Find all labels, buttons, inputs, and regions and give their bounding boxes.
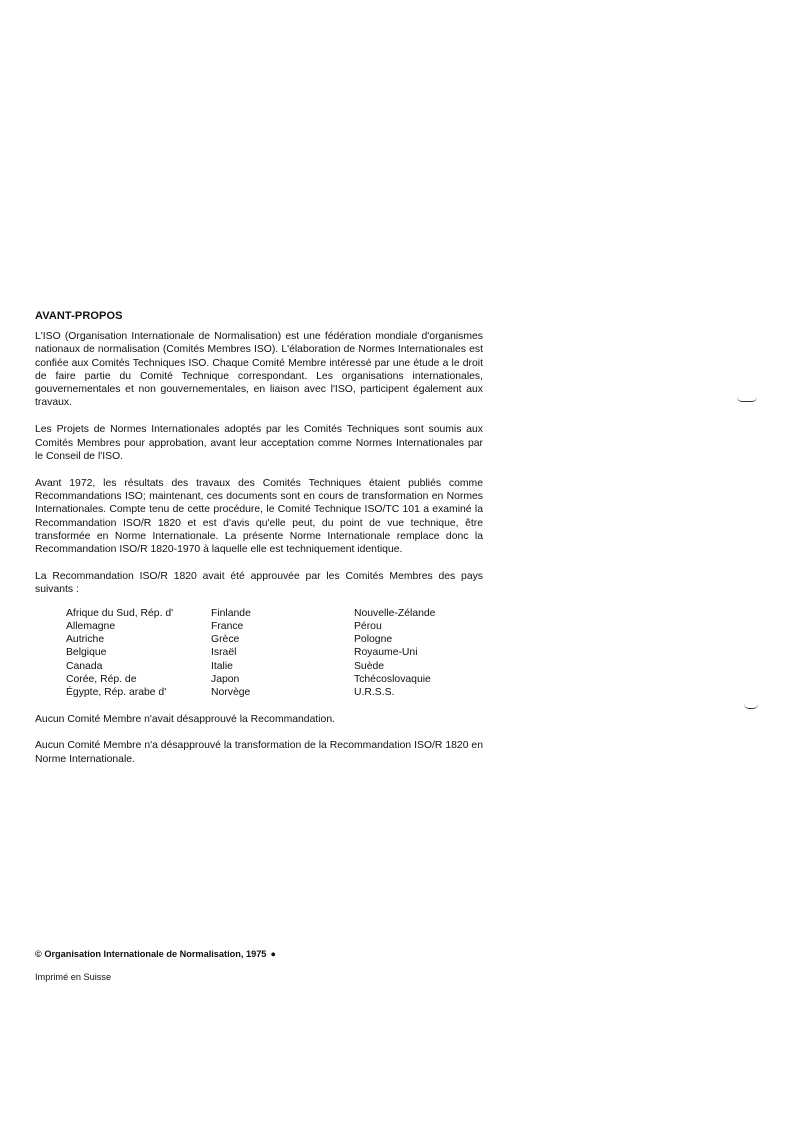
countries-column-3 bbox=[354, 607, 494, 700]
country-item: Israël bbox=[211, 647, 237, 659]
foreword-heading: AVANT-PROPOS bbox=[35, 310, 123, 322]
copyright-notice bbox=[35, 948, 435, 960]
country-item: Nouvelle-Zélande bbox=[354, 607, 436, 619]
scan-mark-icon bbox=[744, 704, 758, 709]
country-item: U.R.S.S. bbox=[354, 687, 395, 699]
country-item: Égypte, Rép. arabe d' bbox=[66, 687, 167, 699]
country-item: Norvège bbox=[211, 687, 251, 699]
drafts-paragraph: Les Projets de Normes Internationales adoptés par les Comités Techniques sont soumis aux Comités Membres pour approbation, avant leur acceptation comme Normes Internationales par le Conseil de l'ISO. bbox=[35, 424, 483, 462]
scan-mark-icon bbox=[737, 397, 757, 402]
intro-paragraph: L'ISO (Organisation Internationale de Normalisation) est une fédération mondiale d'organismes nationaux de normalisation (Comités Membres ISO). L'élaboration de Normes Internationales est confiée aux Comités Techniques ISO. Chaque Comité Membre intéressé par une étude a le droit de faire partie du Comité Technique correspondant. Les organisations internationales, gouvernementales et non gouvernementales, en liaison avec l'ISO, participent également aux travaux. bbox=[35, 331, 483, 409]
countries-list bbox=[66, 607, 483, 700]
approval-paragraph: La Recommandation ISO/R 1820 avait été approuvée par les Comités Membres des pays suivants : bbox=[35, 570, 483, 596]
printed-in-note: Imprimé en Suisse bbox=[35, 972, 112, 982]
country-item: Allemagne bbox=[66, 620, 116, 632]
country-item: Italie bbox=[211, 660, 233, 672]
country-item: France bbox=[211, 620, 244, 632]
country-item: Autriche bbox=[66, 634, 105, 646]
country-item: Canada bbox=[66, 660, 103, 672]
country-item: Belgique bbox=[66, 647, 107, 659]
no-disapproval-paragraph: Aucun Comité Membre n'avait désapprouvé la Recommandation. bbox=[35, 713, 336, 725]
country-item: Corée, Rép. de bbox=[66, 674, 137, 686]
country-item: Pérou bbox=[354, 620, 382, 632]
country-item: Finlande bbox=[211, 607, 251, 619]
country-item: Afrique du Sud, Rép. d' bbox=[66, 607, 174, 619]
country-item: Suède bbox=[354, 660, 385, 672]
bullet-icon: ● bbox=[270, 949, 276, 959]
countries-column-2 bbox=[211, 607, 354, 700]
country-item: Japon bbox=[211, 674, 240, 686]
country-item: Royaume-Uni bbox=[354, 647, 418, 659]
country-item: Grèce bbox=[211, 634, 240, 646]
page-footer bbox=[35, 948, 435, 983]
transformation-paragraph: Aucun Comité Membre n'a désapprouvé la transformation de la Recommandation ISO/R 1820 en Norme Internationale. bbox=[35, 740, 483, 765]
history-paragraph: Avant 1972, les résultats des travaux des Comités Techniques étaient publiés comme Recommandations ISO; maintenant, ces documents sont en cours de transformation en Normes Internationales. Compte tenu de cette procédure, le Comité Technique ISO/TC 101 a examiné la Recommandation ISO/R 1820 et est d'avis qu'elle peut, du point de vue technique, être transformée en Norme Internationale. La présente Norme Internationale remplace donc la Recommandation ISO/R 1820-1970 à laquelle elle est techniquement identique. bbox=[35, 477, 483, 556]
country-item: Pologne bbox=[354, 634, 393, 646]
country-item: Tchécoslovaquie bbox=[354, 674, 431, 686]
countries-column-1 bbox=[66, 607, 211, 700]
foreword-section bbox=[35, 309, 483, 766]
copyright-text: © Organisation Internationale de Normalisation, 1975 bbox=[35, 949, 267, 959]
